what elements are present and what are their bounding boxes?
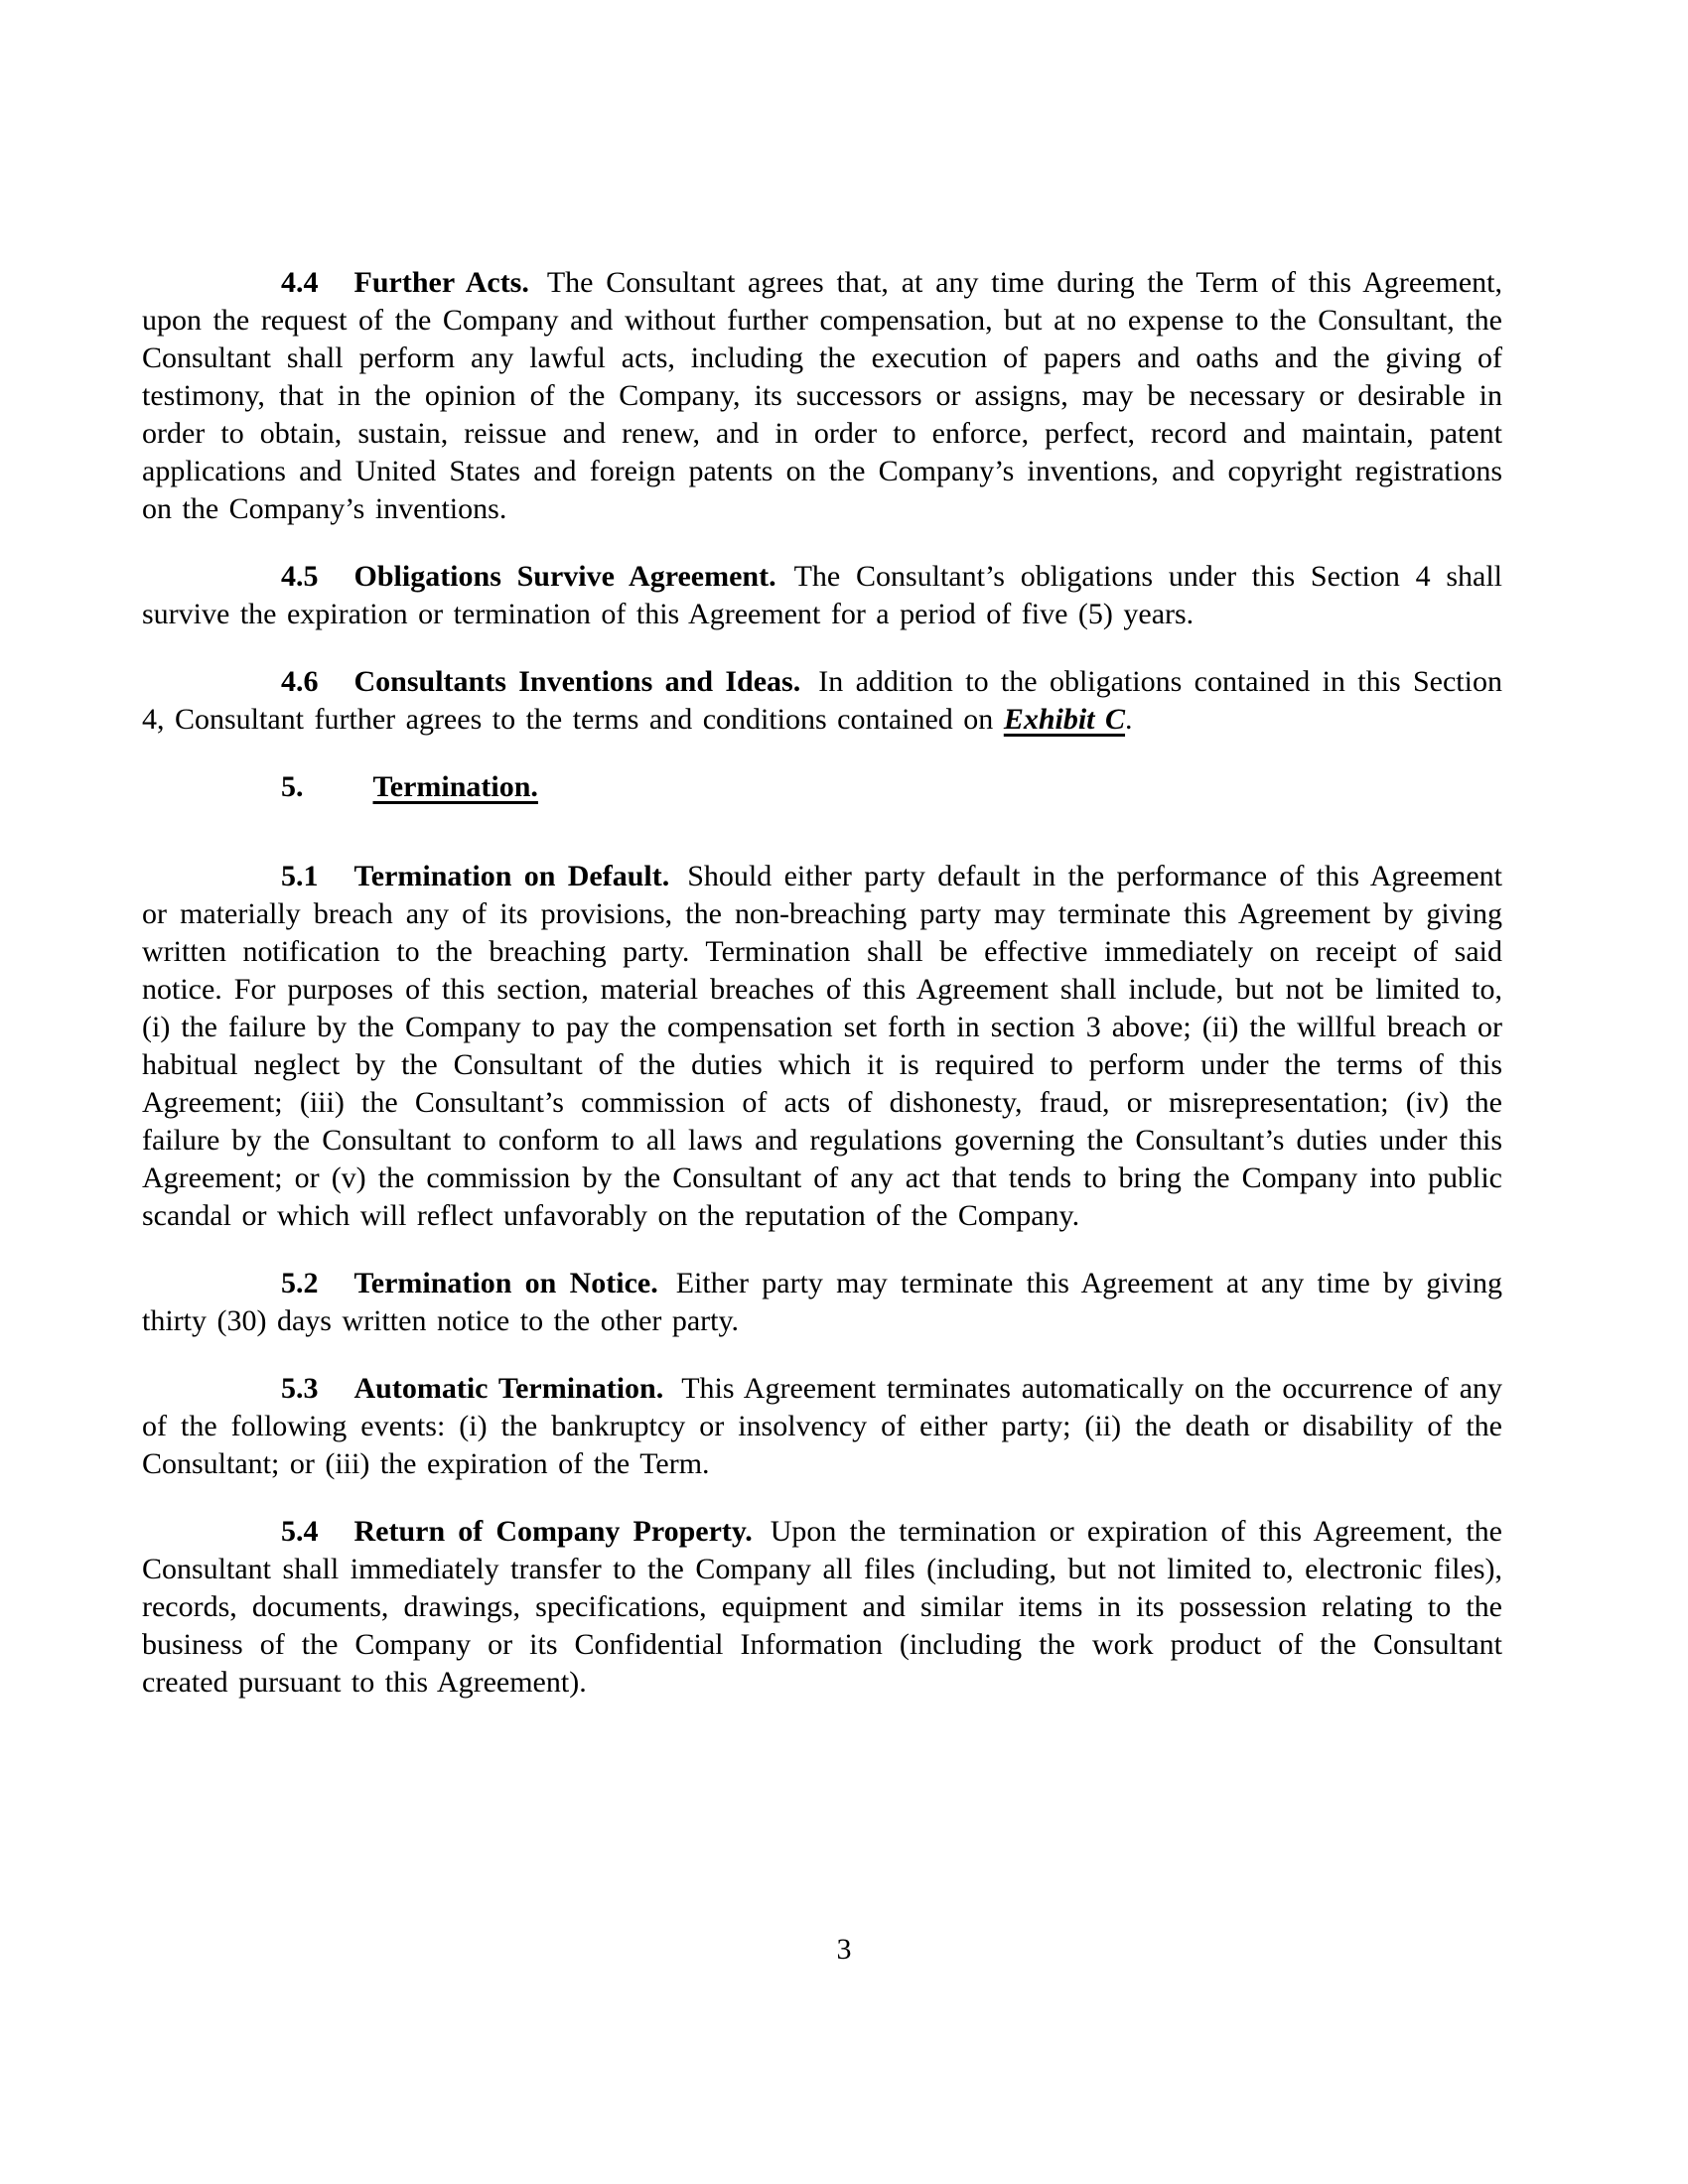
- section-5-2: [142, 1265, 1502, 1340]
- section-4-5-number: 4.5: [281, 560, 319, 593]
- section-4-4-body: The Consultant agrees that, at any time during the Term of this Agreement, upon the request of the Company and without further compensation, but at no expense to the Consultant, the Consultant shall perform any lawful acts, including the execution of papers and oaths and the giving of testimony, that in the opinion of the Company, its successors or assigns, may be necessary or desirable in order to obtain, sustain, reissue and renew, and in order to enforce, perfect, record and maintain, patent applications and United States and foreign patents on the Company’s inventions, and copyright registrations on the Company’s inventions.: [142, 266, 1502, 525]
- section-5-1-heading: Termination on Default.: [353, 860, 670, 892]
- section-4-6: [142, 663, 1502, 739]
- section-5-2-body: Either party may terminate this Agreement at any time by giving thirty (30) days written notice to the other party.: [142, 1267, 1502, 1337]
- section-4-6-number: 4.6: [281, 665, 319, 698]
- document-content: [142, 264, 1502, 1731]
- exhibit-c-reference: Exhibit C: [1003, 703, 1126, 736]
- section-5-3-number: 5.3: [281, 1372, 319, 1405]
- section-4-5-heading: Obligations Survive Agreement.: [353, 560, 776, 593]
- section-4-5-body: The Consultant’s obligations under this Section 4 shall survive the expiration or termination of this Agreement for a period of five (5) years.: [142, 560, 1502, 630]
- section-5-2-heading: Termination on Notice.: [353, 1267, 658, 1299]
- section-5-1-number: 5.1: [281, 860, 319, 892]
- section-4-4-heading: Further Acts.: [353, 266, 529, 299]
- section-5-4-number: 5.4: [281, 1515, 319, 1548]
- section-4-6-body-end: .: [1125, 703, 1133, 736]
- section-5-4-heading: Return of Company Property.: [353, 1515, 753, 1548]
- section-5-3-heading: Automatic Termination.: [353, 1372, 664, 1405]
- section-4-6-body: In addition to the obligations contained in this Section 4, Consultant further agrees to the terms and conditions contained on: [142, 665, 1502, 736]
- section-5-number: 5.: [281, 770, 304, 803]
- section-4-4-number: 4.4: [281, 266, 319, 299]
- section-5-3-body: This Agreement terminates automatically on the occurrence of any of the following events: (i) the bankruptcy or insolvency of either party; (ii) the death or disability of the Consultant; or (iii) the expiration of the Term.: [142, 1372, 1503, 1480]
- section-5-4: [142, 1513, 1502, 1702]
- section-5-1: [142, 858, 1502, 1235]
- section-5-2-number: 5.2: [281, 1267, 319, 1299]
- section-4-6-heading: Consultants Inventions and Ideas.: [353, 665, 801, 698]
- section-5-heading-row: [142, 768, 1502, 806]
- section-5-4-body: Upon the termination or expiration of this Agreement, the Consultant shall immediately transfer to the Company all files (including, but not limited to, electronic files), records, documents, drawings, specifications, equipment and similar items in its possession relating to the business of the Company or its Confidential Information (including the work product of the Consultant created pursuant to this Agreement).: [142, 1515, 1502, 1699]
- section-5-heading: Termination.: [372, 770, 538, 803]
- page-number: 3: [836, 1933, 852, 1966]
- section-5-1-body: Should either party default in the performance of this Agreement or materially breach any of its provisions, the non-breaching party may terminate this Agreement by giving written notification to the breaching party. Termination shall be effective immediately on receipt of said notice. For purposes of this section, material breaches of this Agreement shall include, but not be limited to, (i) the failure by the Company to pay the compensation set forth in section 3 above; (ii) the willful breach or habitual neglect by the Consultant of the duties which it is required to perform under the terms of this Agreement; (iii) the Consultant’s commission of acts of dishonesty, fraud, or misrepresentation; (iv) the failure by the Consultant to conform to all laws and regulations governing the Consultant’s duties under this Agreement; or (v) the commission by the Consultant of any act that tends to bring the Company into public scandal or which will reflect unfavorably on the reputation of the Company.: [142, 860, 1503, 1232]
- section-5-3: [142, 1370, 1502, 1483]
- section-4-5: [142, 558, 1502, 633]
- section-4-4: [142, 264, 1502, 528]
